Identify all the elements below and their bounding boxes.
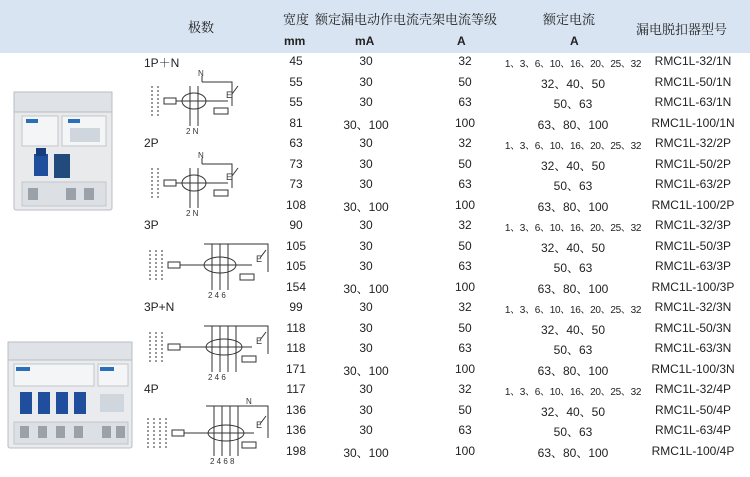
rated-current-cell: 50、63 (553, 425, 593, 439)
leak-current-cell: 30 (359, 238, 373, 253)
model-cell: RMC1L-50/3N (654, 320, 732, 335)
breaker-2p-photo (8, 88, 126, 216)
diagram-n-label: N (246, 397, 252, 406)
wiring-diagram-2p (142, 150, 254, 216)
model-cell: RMC1L-63/4P (654, 423, 732, 437)
model-cell: RMC1L-63/3P (654, 259, 732, 273)
model-cell: RMC1L-100/3N (651, 361, 735, 376)
width-cell: 105 (285, 259, 307, 273)
diagram-e-label: E (256, 336, 263, 346)
model-cell: RMC1L-32/2P (654, 136, 732, 150)
model-header: 漏电脱扣器型号 (636, 22, 728, 37)
frame-current-cell: 63 (458, 177, 472, 191)
rated-current-cell: 32、40、50 (540, 240, 606, 255)
frame-current-cell: 100 (454, 115, 476, 130)
leak-current-cell: 30 (359, 382, 373, 396)
leak-current-cell: 30 (359, 177, 373, 191)
frame-current-cell: 50 (458, 156, 472, 171)
frame-current-cell: 100 (454, 361, 476, 376)
pole-label: 2P (144, 136, 159, 150)
frame-current-cell: 32 (458, 136, 472, 150)
diagram-terminal-label: 2 N (186, 127, 199, 134)
rated-current-cell: 63、80、100 (537, 199, 609, 214)
model-cell: RMC1L-63/2P (654, 177, 732, 191)
diagram-n-label: N (198, 69, 204, 78)
leak-current-cell: 30、100 (343, 281, 389, 296)
model-cell: RMC1L-32/3N (654, 300, 732, 314)
wiring-diagram-3p-n (142, 314, 274, 380)
rated-current-cell: 50、63 (553, 97, 593, 111)
width-cell: 73 (289, 177, 303, 191)
frame-current-cell: 63 (458, 259, 472, 273)
diagram-e-label: E (256, 254, 263, 264)
frame-current-cell: 100 (454, 197, 476, 212)
model-cell: RMC1L-100/4P (651, 443, 735, 458)
frame-current-cell: 50 (458, 238, 472, 253)
diagram-terminal-label: 2 N (186, 209, 199, 216)
rated-current-cell: 1、3、6、10、16、20、25、32 (504, 59, 642, 70)
frame-current-cell: 32 (458, 54, 472, 68)
model-cell: RMC1L-50/3P (654, 238, 732, 253)
model-cell: RMC1L-63/1N (654, 95, 732, 109)
width-cell: 99 (289, 300, 303, 314)
leak-current-cell: 30 (359, 218, 373, 232)
leak-current-cell: 30 (359, 300, 373, 314)
rated-current-cell: 1、3、6、10、16、20、25、32 (504, 223, 642, 234)
model-cell: RMC1L-50/4P (654, 402, 732, 417)
frame-current-cell: 32 (458, 218, 472, 232)
rated-current-cell: 63、80、100 (537, 281, 609, 296)
frame-current-cell: 63 (458, 95, 472, 109)
width-cell: 108 (285, 197, 307, 212)
frame-current-cell: 50 (458, 402, 472, 417)
breaker-4p-photo (6, 338, 134, 454)
rated-current-cell: 63、80、100 (537, 117, 609, 132)
rated-current-cell: 32、40、50 (540, 322, 606, 337)
pole-label: 4P (144, 382, 159, 396)
diagram-e-label: E (226, 90, 233, 100)
leak-current-cell: 30、100 (343, 363, 389, 378)
width-cell: 73 (289, 156, 303, 171)
width-cell: 117 (286, 382, 306, 396)
diagram-n-label: N (198, 151, 204, 160)
width-cell: 90 (289, 218, 303, 232)
model-cell: RMC1L-50/2P (654, 156, 732, 171)
model-cell: RMC1L-100/1N (651, 115, 735, 130)
width-cell: 63 (289, 136, 303, 150)
leak-unit: mA (355, 34, 375, 48)
leak-current-cell: 30 (359, 54, 373, 68)
frame-current-cell: 50 (458, 320, 472, 335)
leak-current-header: 额定漏电动作电流 (315, 12, 420, 27)
leak-current-cell: 30 (359, 95, 373, 109)
rated-current-header: 额定电流 (543, 12, 596, 27)
frame-current-cell: 50 (458, 74, 472, 89)
width-cell: 118 (286, 320, 306, 335)
model-cell: RMC1L-100/3P (651, 279, 735, 294)
leak-current-cell: 30 (359, 136, 373, 150)
wiring-diagram-1p-n (142, 68, 254, 134)
rated-current-cell: 32、40、50 (540, 158, 606, 173)
frame-current-cell: 100 (454, 443, 476, 458)
rated-current-cell: 1、3、6、10、16、20、25、32 (504, 387, 642, 398)
width-cell: 154 (285, 279, 307, 294)
width-cell: 136 (285, 402, 307, 417)
frame-current-cell: 32 (458, 300, 472, 314)
width-cell: 105 (285, 238, 307, 253)
diagram-e-label: E (226, 172, 233, 182)
width-cell: 198 (285, 443, 307, 458)
width-cell: 171 (285, 361, 307, 376)
model-cell: RMC1L-32/3P (654, 218, 732, 232)
frame-current-cell: 32 (458, 382, 472, 396)
wiring-diagram-4p (142, 396, 274, 466)
leak-current-cell: 30 (359, 259, 373, 273)
leak-current-cell: 30 (359, 341, 373, 355)
rated-current-cell: 1、3、6、10、16、20、25、32 (504, 305, 642, 316)
frame-unit: A (457, 34, 466, 48)
leak-current-cell: 30 (359, 74, 373, 89)
width-cell: 45 (289, 54, 303, 68)
model-cell: RMC1L-32/4P (654, 382, 732, 396)
frame-current-cell: 63 (458, 423, 472, 437)
rated-current-cell: 50、63 (553, 179, 593, 193)
diagram-terminal-label: 2 4 6 (208, 291, 226, 298)
model-cell: RMC1L-63/3N (654, 341, 732, 355)
frame-current-header: 壳架电流等级 (419, 12, 498, 27)
leak-current-cell: 30、100 (343, 117, 389, 132)
model-cell: RMC1L-32/1N (654, 54, 732, 68)
leak-current-cell: 30 (359, 402, 373, 417)
rated-current-cell: 32、40、50 (540, 404, 606, 419)
leak-current-cell: 30、100 (343, 199, 389, 214)
pole-label: 3P (144, 218, 159, 232)
width-cell: 55 (289, 95, 303, 109)
leak-current-cell: 30 (359, 320, 373, 335)
leak-current-cell: 30 (359, 156, 373, 171)
width-unit: mm (284, 34, 306, 48)
rated-current-cell: 50、63 (553, 343, 593, 357)
width-cell: 55 (289, 74, 303, 89)
frame-current-cell: 100 (454, 279, 476, 294)
rated-current-cell: 63、80、100 (537, 445, 609, 460)
table-header (0, 0, 750, 53)
pole-label: 1P＋N (144, 56, 180, 70)
width-header: 宽度 (283, 12, 310, 27)
width-cell: 118 (286, 341, 306, 355)
leak-current-cell: 30、100 (343, 445, 389, 460)
width-cell: 81 (289, 115, 303, 130)
rated-current-cell: 63、80、100 (537, 363, 609, 378)
rated-unit: A (570, 34, 579, 48)
wiring-diagram-3p (142, 232, 274, 298)
diagram-e-label: E (256, 420, 263, 430)
leak-current-cell: 30 (359, 423, 373, 437)
rated-current-cell: 32、40、50 (540, 76, 606, 91)
model-cell: RMC1L-50/1N (654, 74, 732, 89)
model-cell: RMC1L-100/2P (651, 197, 735, 212)
width-cell: 136 (285, 423, 307, 437)
rated-current-cell: 1、3、6、10、16、20、25、32 (504, 141, 642, 152)
diagram-terminal-label: 2 4 6 8 (210, 457, 235, 466)
pole-header: 极数 (188, 20, 215, 35)
frame-current-cell: 63 (458, 341, 472, 355)
rated-current-cell: 50、63 (553, 261, 593, 275)
diagram-terminal-label: 2 4 6 (208, 373, 226, 380)
pole-label: 3P+N (144, 300, 175, 314)
